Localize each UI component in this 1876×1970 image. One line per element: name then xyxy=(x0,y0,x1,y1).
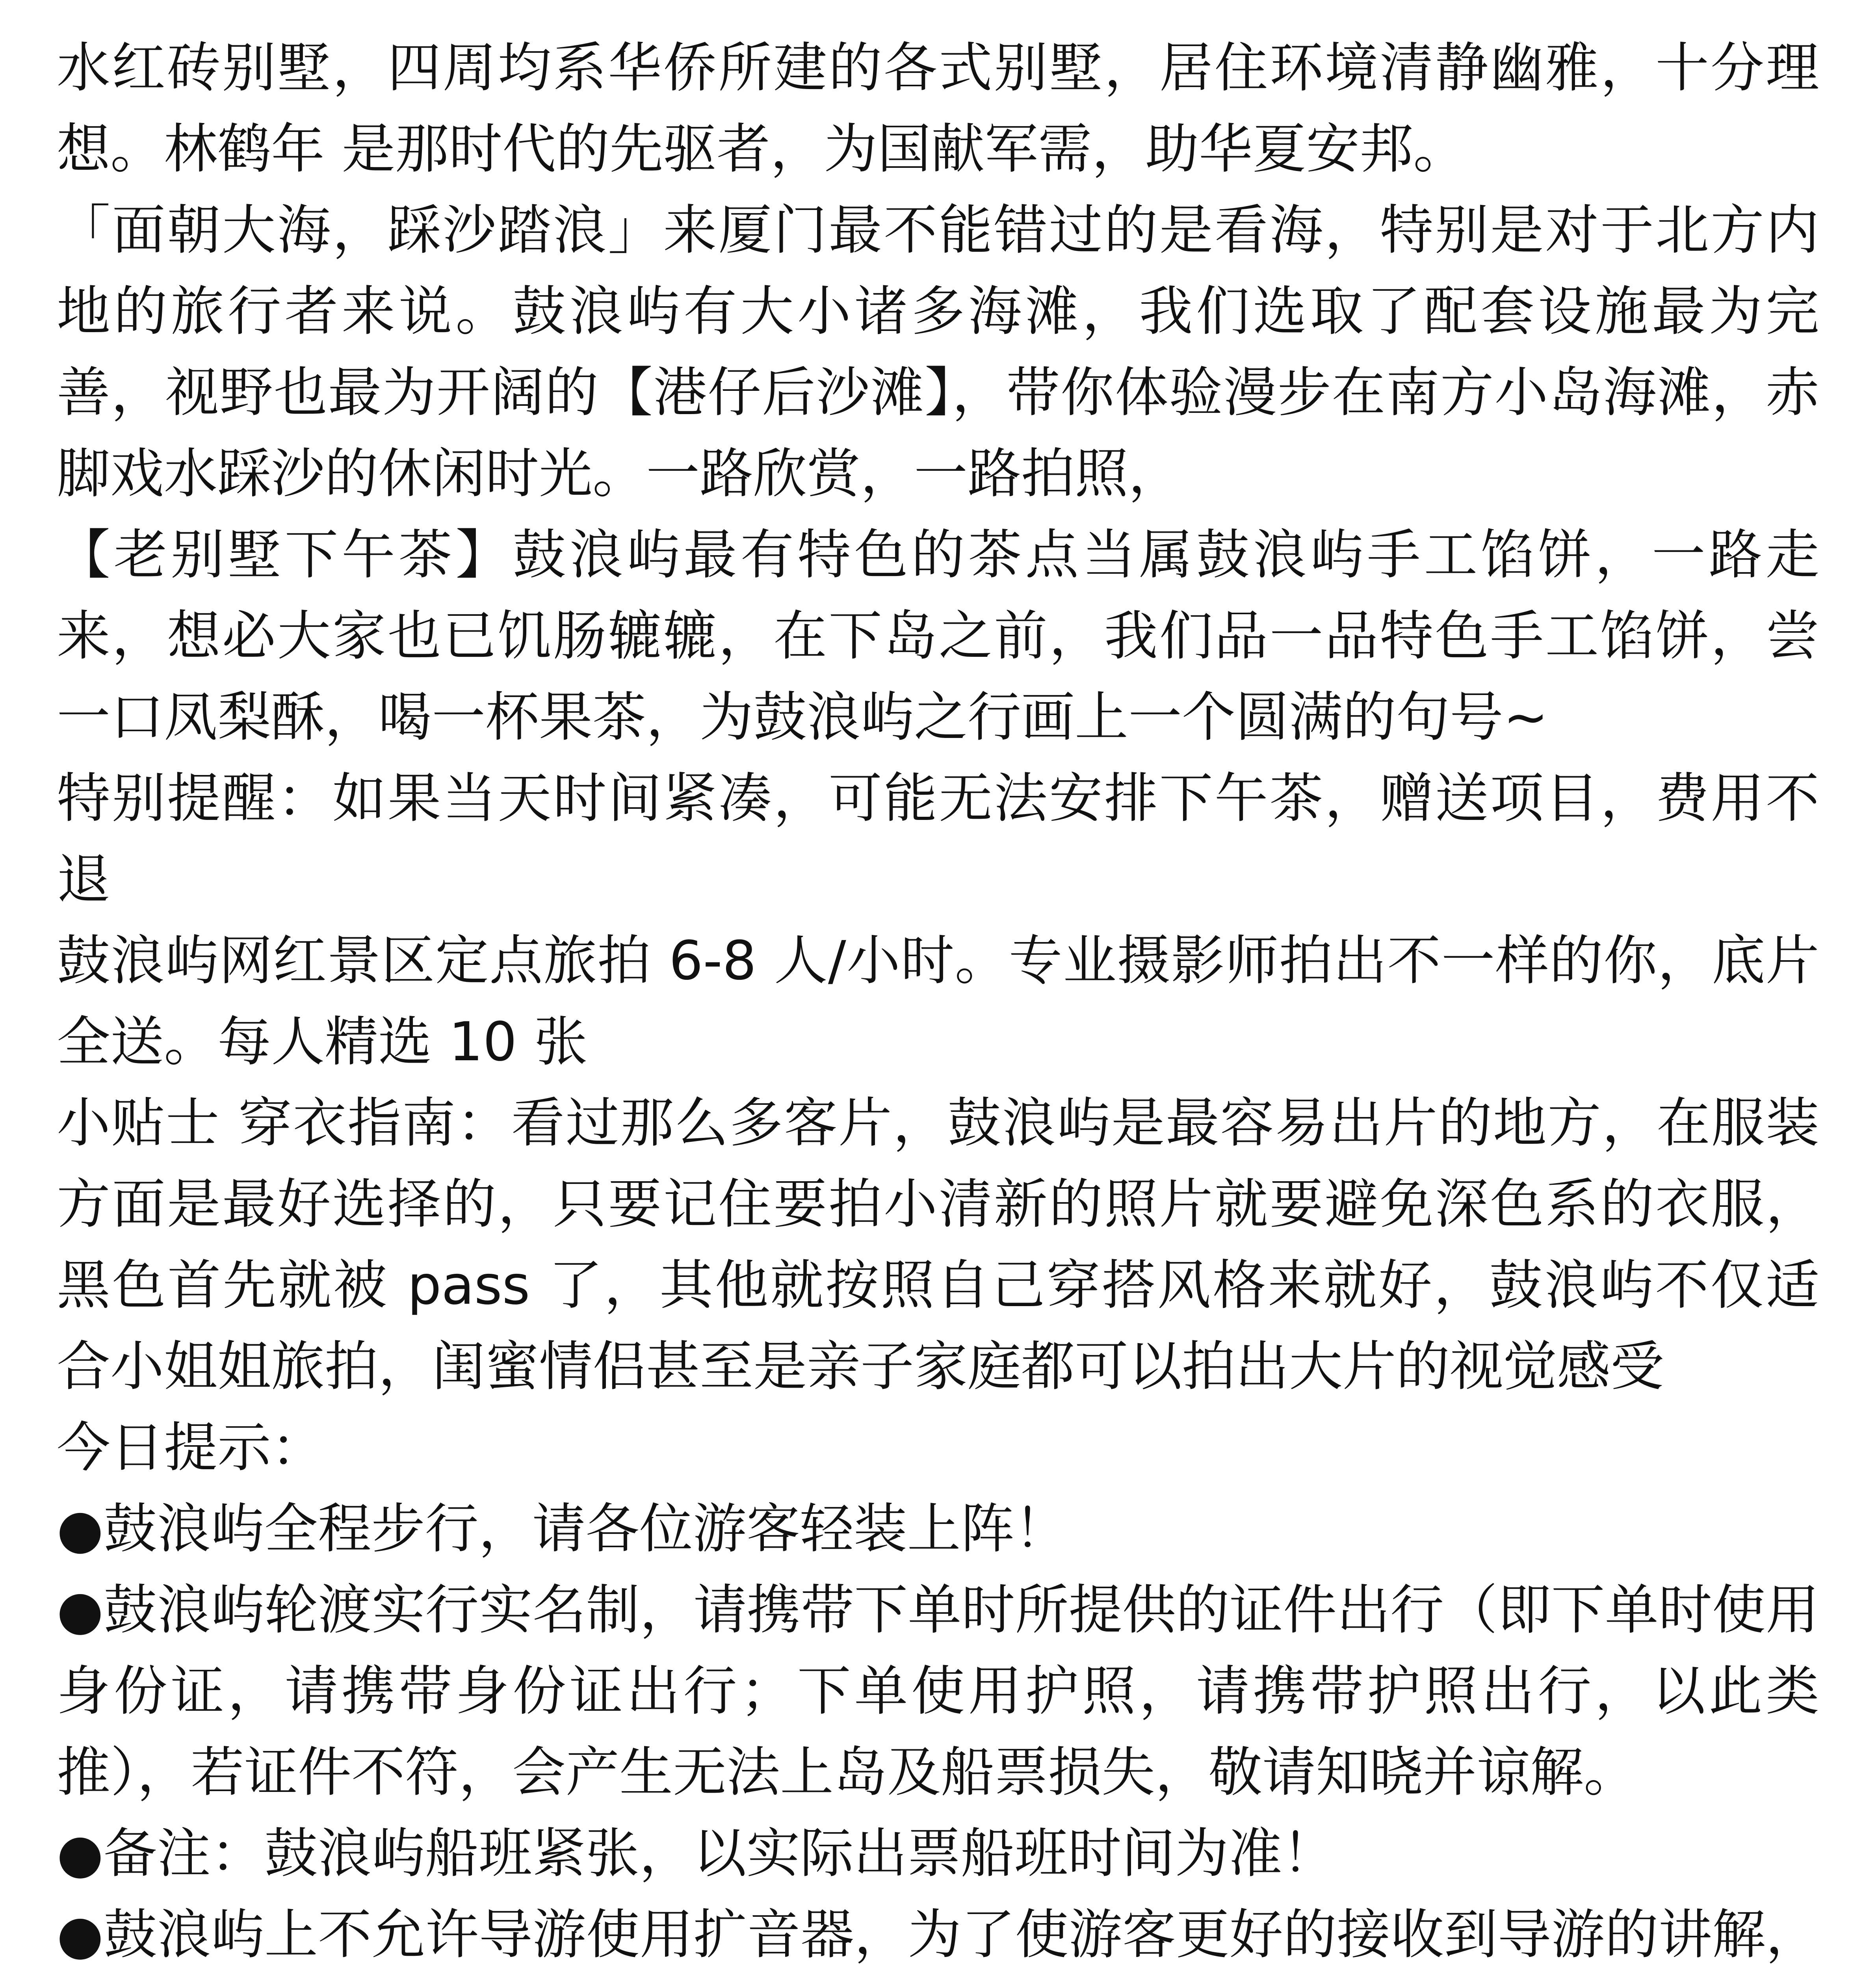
document-page xyxy=(57,28,1819,1970)
paragraph-travel-photo: 鼓浪屿网红景区定点旅拍 6-8 人/小时。专业摄影师拍出不一样的你，底片全送。每人精选 10 张 xyxy=(57,930,1819,1073)
paragraph-beach: 「面朝大海，踩沙踏浪」来厦门最不能错过的是看海，特别是对于北方内地的旅行者来说。鼓浪屿有大小诸多海滩，我们选取了配套设施最为完善，视野也最为开阔的【港仔后沙滩】，带你体验漫步在南方小岛海滩，赤脚戏水踩沙的休闲时光。一路欣赏，一路拍照， xyxy=(57,199,1819,505)
paragraph-today-tips-heading: 今日提示： xyxy=(57,1417,325,1479)
list-item-walking: ●鼓浪屿全程步行，请各位游客轻装上阵！ xyxy=(57,1498,1068,1560)
paragraph-afternoon-tea: 【老别墅下午茶】鼓浪屿最有特色的茶点当属鼓浪屿手工馅饼，一路走来，想必大家也已饥肠辘辘，在下岛之前，我们品一品特色手工馅饼，尝一口凤梨酥，喝一杯果茶，为鼓浪屿之行画上一个圆满的句号~ xyxy=(57,524,1819,749)
list-item-ferry-schedule: ●备注：鼓浪屿船班紧张，以实际出票船班时间为准！ xyxy=(57,1823,1336,1885)
paragraph-dress-tips: 小贴士 穿衣指南：看过那么多客片，鼓浪屿是最容易出片的地方，在服装方面是最好选择的，只要记住要拍小清新的照片就要避免深色系的衣服，黑色首先就被 pass 了，其他就按照自己穿搭风格来就好，鼓浪屿不仅适合小姐姐旅拍，闺蜜情侣甚至是亲子家庭都可以拍出大片的视觉感受 xyxy=(57,1092,1819,1398)
list-item-ferry-id: ●鼓浪屿轮渡实行实名制，请携带下单时所提供的证件出行（即下单时使用身份证，请携带身份证出行；下单使用护照，请携带护照出行，以此类推），若证件不符，会产生无法上岛及船票损失，敬请知晓并谅解。 xyxy=(57,1579,1819,1804)
list-item-headset: ●鼓浪屿上不允许导游使用扩音器，为了使游客更好的接收到导游的讲解， xyxy=(57,1904,1819,1966)
paragraph-villa-history: 水红砖别墅，四周均系华侨所建的各式别墅，居住环境清静幽雅，十分理想。林鹤年 是那时代的先驱者，为国献军需，助华夏安邦。 xyxy=(57,37,1819,180)
paragraph-special-reminder: 特别提醒：如果当天时间紧凑，可能无法安排下午茶，赠送项目，费用不退 xyxy=(57,768,1819,911)
